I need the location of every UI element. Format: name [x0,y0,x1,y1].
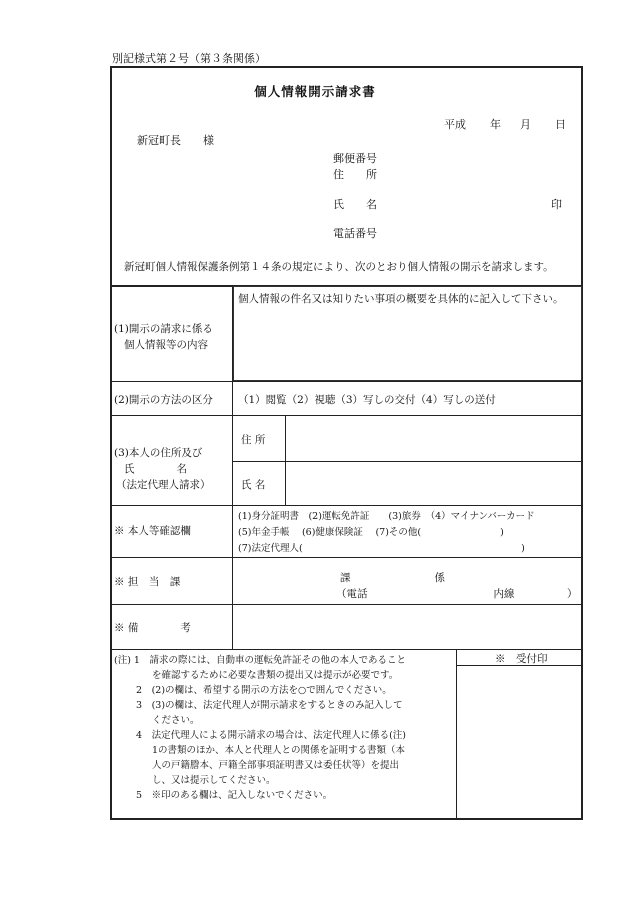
row-divider [111,557,582,558]
person-address-label: 住 所 [241,434,266,446]
content-instruction: 個人情報の件名又は知りたい事項の概要を具体的に記入して下さい。 [238,293,564,305]
note-line: 4 法定代理人による開示請求の場合は、法定代理人に係る(注) [114,730,406,741]
note-line: ください。 [114,715,200,726]
row-divider [111,381,582,382]
note-line: 人の戸籍謄本、戸籍全部事項証明書又は委任状等）を提出 [114,760,400,771]
person-name-input[interactable] [286,462,582,505]
content-label-1: (1)開示の請求に係る [114,323,213,335]
id-check-line-1[interactable]: (1)身分証明書 (2)運転免許証 (3)旅券 （4）マイナンバーカード [238,511,535,522]
row-divider [111,649,582,650]
person-name-label: 氏 名 [241,479,266,491]
addressee: 新冠町長 様 [137,134,214,147]
row-divider [111,505,582,506]
date-era: 平成 [444,118,466,131]
postal-code-label: 郵便番号 [333,152,377,165]
receipt-divider [456,650,457,819]
person-label-2: 氏 名 [124,463,187,475]
id-check-label: ※ 本人等確認欄 [114,525,191,537]
remarks-label: ※ 備 考 [114,622,191,634]
note-line: 3 (3)の欄は、法定代理人が開示請求をするときのみ記入して [114,700,403,711]
method-label: (2)開示の方法の区分 [114,394,213,406]
address-label: 住 所 [333,168,377,181]
date-day: 日 [555,118,566,131]
receipt-stamp-label: ※ 受付印 [495,653,548,665]
id-check-line-3[interactable]: (7)法定代理人( ) [238,543,525,554]
section-line-2: （電話 内線 ） [336,588,578,600]
seal-mark: 印 [551,198,562,211]
note-line: 5 ※印のある欄は、記入しないでください。 [114,790,333,801]
remarks-input[interactable] [233,605,582,649]
person-address-input[interactable] [286,416,582,461]
id-check-line-2[interactable]: (5)年金手帳 (6)健康保険証 (7)その他( ) [238,527,504,538]
date-year: 年 [490,118,501,131]
note-line: 1の書類のほか、本人と代理人との関係を証明する書類（本 [114,745,406,756]
name-label: 氏 名 [333,198,377,211]
date-month: 月 [520,118,531,131]
form-number: 別記様式第２号（第３条関係） [112,52,266,65]
note-line: を確認するために必要な書類の提出又は提示が必要です。 [114,670,399,681]
section-line-1: 課 係 [340,572,445,584]
note-line: (注) 1 請求の際には、自動車の運転免許証その他の本人であること [114,655,406,666]
declaration-text: 新冠町個人情報保護条例第１４条の規定により、次のとおり個人情報の開示を請求します。 [124,261,554,273]
person-label-3: （法定代理人請求） [116,479,211,491]
phone-label: 電話番号 [333,227,377,240]
content-input-area[interactable] [233,286,582,381]
content-label-2: 個人情報等の内容 [124,339,208,351]
form-title: 個人情報開示請求書 [254,84,376,99]
note-line: し、又は提示してください。 [114,775,276,786]
person-label-1: (3)本人の住所及び [114,447,203,459]
note-line: 2 (2)の欄は、希望する開示の方法を○で囲んでください。 [114,685,392,696]
method-options[interactable]: （1）閲覧（2）視聴（3）写しの交付（4）写しの送付 [238,394,496,406]
section-label: ※ 担 当 課 [114,576,181,588]
